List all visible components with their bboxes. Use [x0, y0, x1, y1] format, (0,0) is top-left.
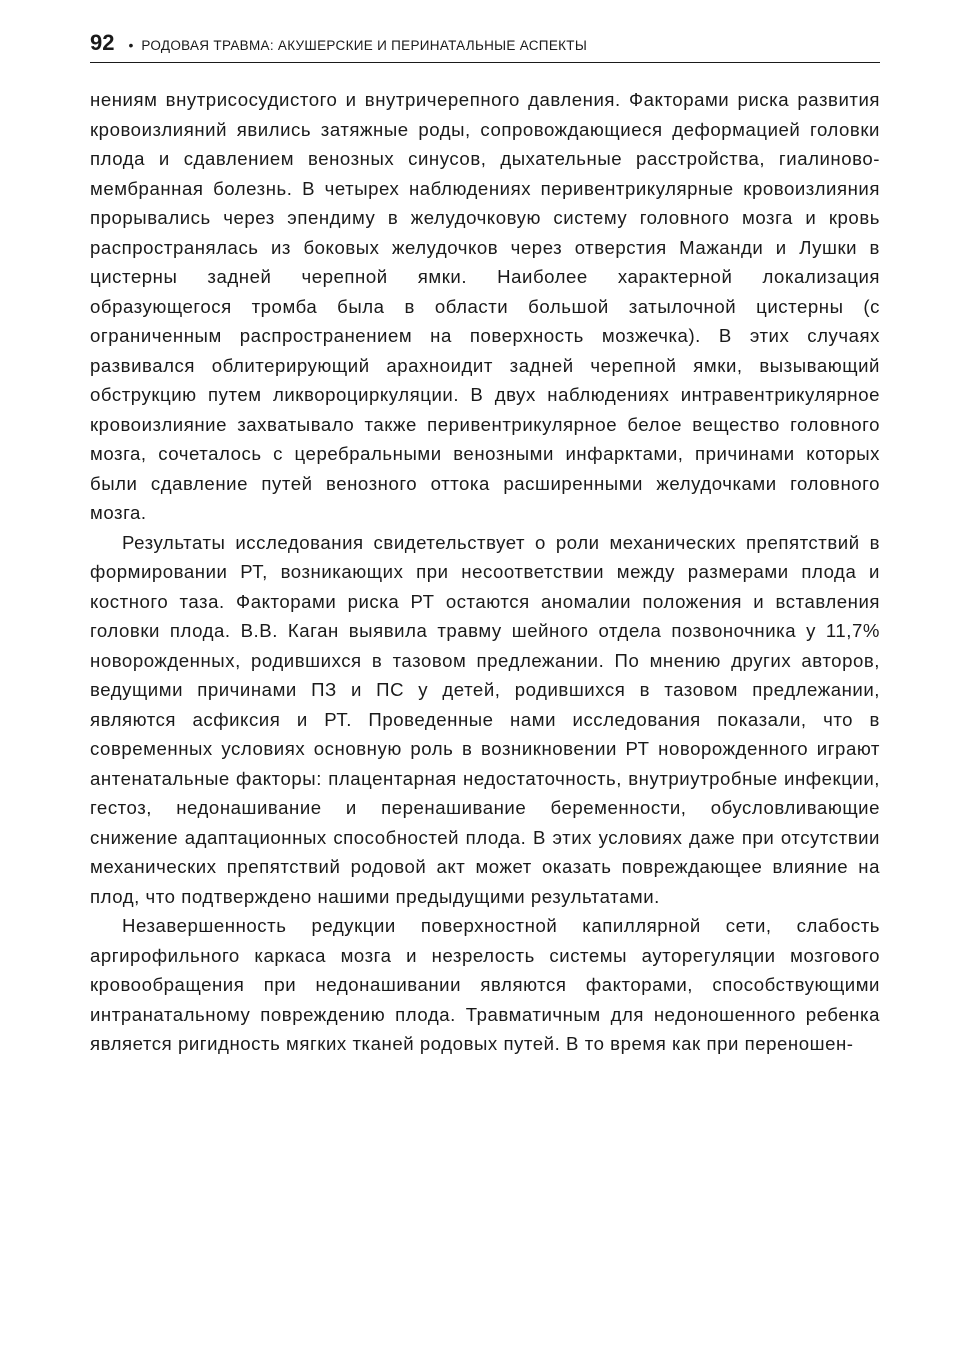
- running-title: РОДОВАЯ ТРАВМА: АКУШЕРСКИЕ И ПЕРИНАТАЛЬНЫЕ АСПЕКТЫ: [141, 38, 588, 53]
- book-page: [90, 30, 880, 1059]
- paragraph-continued: нениям внутрисосудистого и внутричерепного давления. Факторами риска развития кровоизлияний явились затяжные роды, сопровождающиеся деформацией головки плода и сдавлением венозных синусов, дыхательные расстройства, гиалиново-мембранная болезнь. В четырех наблюдениях перивентрикулярные кровоизлияния прорывались через эпендиму в желудочковую систему головного мозга и кровь распространялась из боковых желудочков через отверстия Мажанди и Лушки в цистерны задней черепной ямки. Наиболее характерной локализация образующегося тромба была в области большой затылочной цистерны (с ограниченным распространением на поверхность мозжечка). В этих случаях развивался облитерирующий арахноидит задней черепной ямки, вызывающий обструкцию путем ликвороциркуляции. В двух наблюдениях интравентрикулярное кровоизлияние захватывало также перивентрикулярное белое вещество головного мозга, сочеталось с церебральными венозными инфарктами, причинами которых были сдавление путей венозного оттока расширенными желудочками головного мозга.: [90, 89, 880, 523]
- running-head: [90, 30, 880, 63]
- body-text: [90, 85, 880, 1059]
- paragraph: Незавершенность редукции поверхностной капиллярной сети, слабость аргирофильного каркаса мозга и незрелость системы ауторегуляции мозгового кровообращения при недонашивании являются факторами, способствующими интранатальному повреждению плода. Травматичным для недоношенного ребенка является ригидность мягких тканей родовых путей. В то время как при переношен-: [90, 915, 880, 1054]
- paragraph: Результаты исследования свидетельствует о роли механических препятствий в формировании РТ, возникающих при несоответствии между размерами плода и костного таза. Факторами риска РТ остаются аномалии положения и вставления головки плода. В.В. Каган выявила травму шейного отдела позвоночника у 11,7% новорожденных, родившихся в тазовом предлежании. По мнению других авторов, ведущими причинами ПЗ и ПС у детей, родившихся в тазовом предлежании, являются асфиксия и РТ. Проведенные нами исследования показали, что в современных условиях основную роль в возникновении РТ новорожденного играют антенатальные факторы: плацентарная недостаточность, внутриутробные инфекции, гестоз, недонашивание и перенашивание беременности, обусловливающие снижение адаптационных способностей плода. В этих условиях даже при отсутствии механических препятствий родовой акт может оказать повреждающее влияние на плод, что подтверждено нашими предыдущими результатами.: [90, 531, 880, 907]
- bullet-separator: •: [128, 37, 134, 53]
- page-number: 92: [90, 30, 115, 55]
